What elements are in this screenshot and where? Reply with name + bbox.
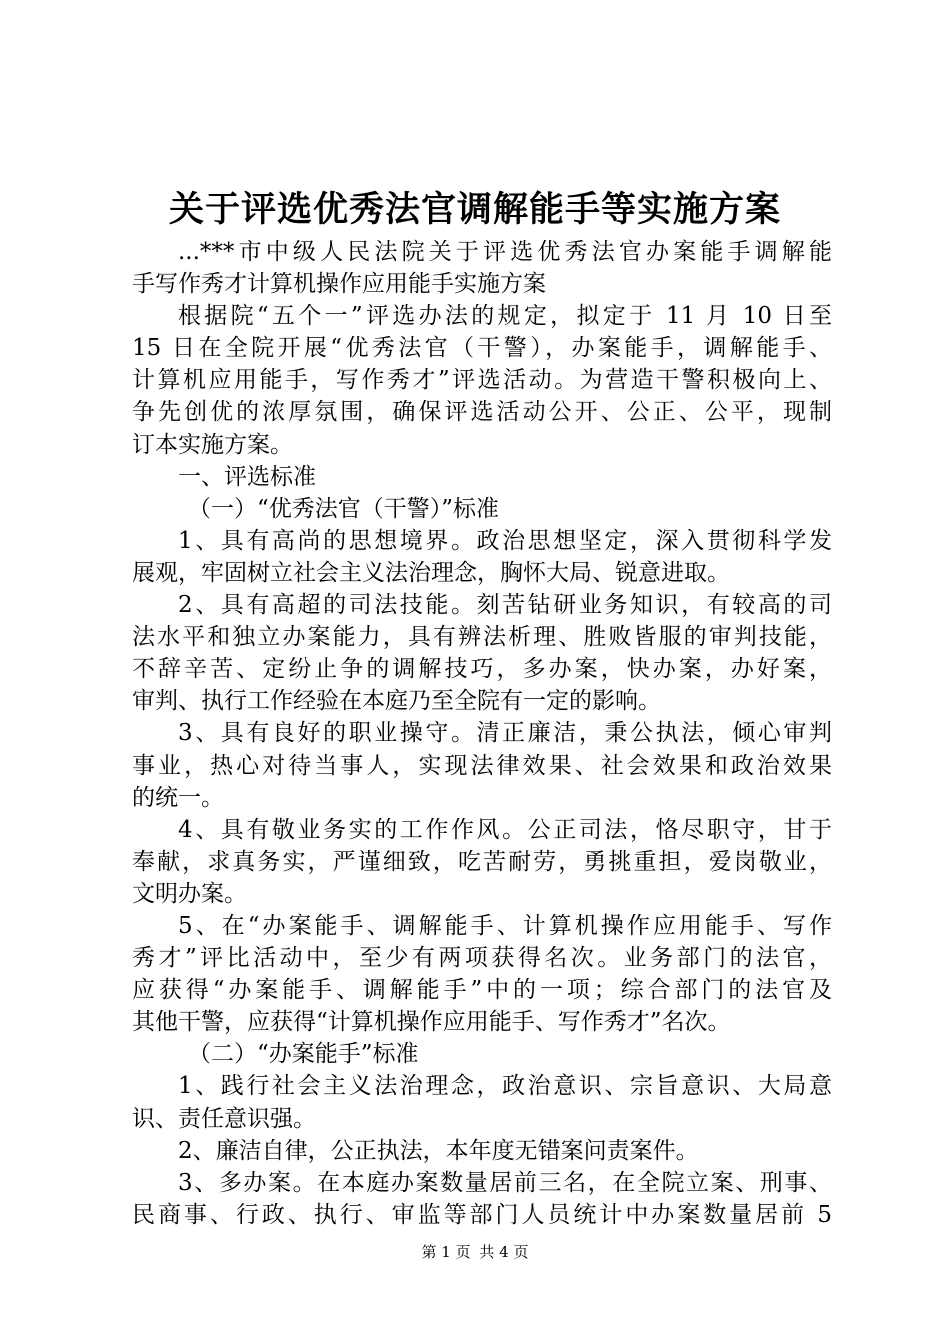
body-line: 其他干警，应获得“计算机操作应用能手、写作秀才”名次。	[132, 1009, 731, 1036]
body-line: 文明办案。	[132, 880, 247, 907]
page-number: 第 1 页	[421, 1243, 471, 1261]
body-line: 3、具有良好的职业操守。清正廉洁，秉公执法，倾心审判	[178, 720, 832, 747]
body-line: 计算机应用能手，写作秀才”评选活动。为营造干警积极向上、	[132, 367, 832, 394]
body-line: 事业，热心对待当事人，实现法律效果、社会效果和政治效果	[132, 752, 832, 779]
subsection-heading: （一）“优秀法官（干警）”标准	[188, 495, 500, 522]
document-title: 关于评选优秀法官调解能手等实施方案	[168, 190, 781, 230]
body-line: 2、具有高超的司法技能。刻苦钻研业务知识，有较高的司	[178, 592, 832, 619]
body-line: 5、在“办案能手、调解能手、计算机操作应用能手、写作	[178, 912, 832, 939]
body-line: 奉献，求真务实，严谨细致，吃苦耐劳，勇挑重担，爱岗敬业，	[132, 848, 832, 875]
body-line: 应获得“办案能手、调解能手”中的一项；综合部门的法官及	[132, 977, 832, 1004]
page-total: 共 4 页	[479, 1243, 529, 1261]
body-line: 1、具有高尚的思想境界。政治思想坚定，深入贯彻科学发	[178, 527, 832, 554]
section-heading: 一、评选标准	[178, 463, 316, 490]
body-line: 民商事、行政、执行、审监等部门人员统计中办案数量居前 5	[132, 1201, 832, 1228]
body-line: 2、廉洁自律，公正执法，本年度无错案问责案件。	[178, 1137, 699, 1164]
body-line: 展观，牢固树立社会主义法治理念，胸怀大局、锐意进取。	[132, 559, 730, 586]
body-line: 的统一。	[132, 784, 224, 811]
body-line: 15 日在全院开展“优秀法官（干警），办案能手，调解能手、	[132, 335, 832, 362]
body-line: ...***市中级人民法院关于评选优秀法官办案能手调解能	[178, 239, 832, 265]
page-footer	[0, 1242, 950, 1262]
body-line: 根据院“五个一”评选办法的规定，拟定于 11 月 10 日至	[178, 303, 832, 330]
body-line: 法水平和独立办案能力，具有辨法析理、胜败皆服的审判技能，	[132, 624, 832, 651]
body-line: 不辞辛苦、定纷止争的调解技巧，多办案，快办案，办好案，	[132, 656, 832, 683]
body-line: 4、具有敬业务实的工作作风。公正司法，恪尽职守，甘于	[178, 816, 832, 843]
body-line: 手写作秀才计算机操作应用能手实施方案	[132, 271, 546, 298]
body-line: 秀才”评比活动中，至少有两项获得名次。业务部门的法官，	[132, 945, 832, 972]
document-body	[132, 236, 832, 1231]
body-line: 1、践行社会主义法治理念，政治意识、宗旨意识、大局意	[178, 1073, 832, 1100]
body-line: 3、多办案。在本庭办案数量居前三名，在全院立案、刑事、	[178, 1169, 832, 1196]
body-line: 识、责任意识强。	[132, 1105, 316, 1132]
body-line: 审判、执行工作经验在本庭乃至全院有一定的影响。	[132, 688, 661, 715]
subsection-heading: （二）“办案能手”标准	[188, 1041, 419, 1068]
body-line: 争先创优的浓厚氛围，确保评选活动公开、公正、公平，现制	[132, 399, 832, 426]
body-line: 订本实施方案。	[132, 431, 293, 458]
